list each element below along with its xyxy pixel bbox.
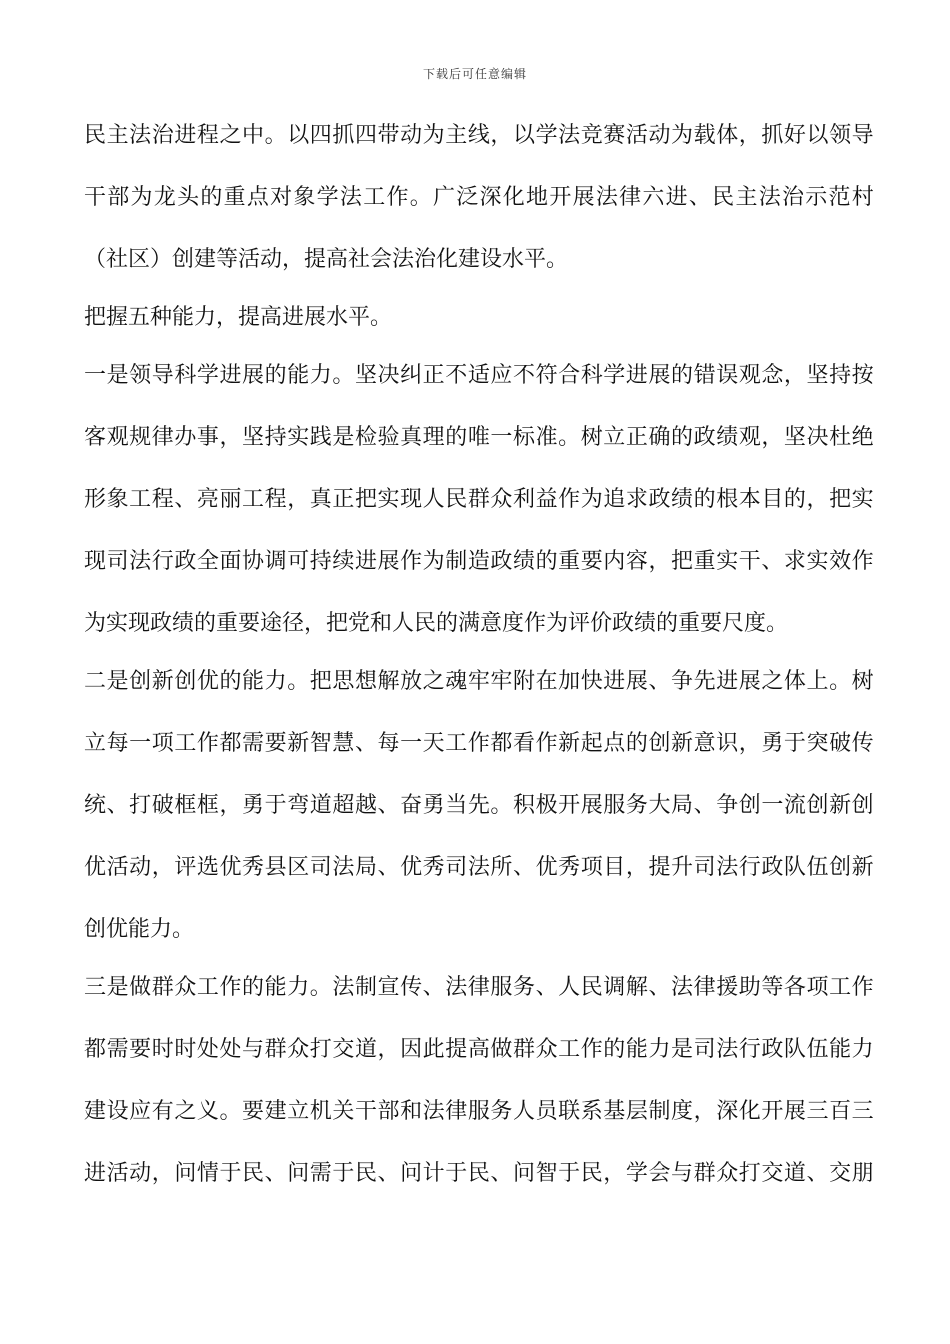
document-body <box>84 110 874 1210</box>
text-line: 现 司 法 行 政 全 面 协 调 可 持 续 进 展 作 为 制 造 政 绩 的 重 要 内 容 ， 把 重 实 干 、 求 实 效 作 <box>84 549 874 574</box>
text-line: 二 是 创 新 创 优 的 能 力 。 把 思 想 解 放 之 魂 牢 牢 附 在 加 快 进 展 、 争 先 进 展 之 体 上 。 树 <box>84 669 874 694</box>
text-line: 统 、 打 破 框 框 ， 勇 于 弯 道 超 越 、 奋 勇 当 先 。 积 极 开 展 服 务 大 局 、 争 创 一 流 创 新 创 <box>84 793 874 818</box>
text-line: 客 观 规 律 办 事 ， 坚 持 实 践 是 检 验 真 理 的 唯 一 标 准 。 树 立 正 确 的 政 绩 观 ， 坚 决 杜 绝 <box>84 425 874 450</box>
text-line: 都 需 要 时 时 处 处 与 群 众 打 交 道 ， 因 此 提 高 做 群 众 工 作 的 能 力 是 司 法 行 政 队 伍 能 力 <box>84 1037 874 1062</box>
page-header: 下载后可任意编辑 <box>422 67 527 81</box>
text-line: 建 设 应 有 之 义 。 要 建 立 机 关 干 部 和 法 律 服 务 人 员 联 系 基 层 制 度 ， 深 化 开 展 三 百 三 <box>84 1099 874 1124</box>
text-line: 进 活 动 ， 问 情 于 民 、 问 需 于 民 、 问 计 于 民 、 问 智 于 民 ， 学 会 与 群 众 打 交 道 、 交 朋 <box>84 1161 874 1186</box>
text-line: 为实现政绩的重要途径，把党和人民的满意度作为评价政绩的重要尺度。 <box>84 611 789 636</box>
text-line: 一 是 领 导 科 学 进 展 的 能 力 。 坚 决 纠 正 不 适 应 不 符 合 科 学 进 展 的 错 误 观 念 ， 坚 持 按 <box>84 363 874 388</box>
text-line: 立 每 一 项 工 作 都 需 要 新 智 慧 、 每 一 天 工 作 都 看 作 新 起 点 的 创 新 意 识 ， 勇 于 突 破 传 <box>84 731 874 756</box>
text-line: 民 主 法 治 进 程 之 中 。 以 四 抓 四 带 动 为 主 线 ， 以 学 法 竞 赛 活 动 为 载 体 ， 抓 好 以 领 导 <box>84 123 874 148</box>
text-line: 干 部 为 龙 头 的 重 点 对 象 学 法 工 作 。 广 泛 深 化 地 开 展 法 律 六 进 、 民 主 法 治 示 范 村 <box>84 185 874 210</box>
text-line: 优 活 动 ， 评 选 优 秀 县 区 司 法 局 、 优 秀 司 法 所 、 优 秀 项 目 ， 提 升 司 法 行 政 队 伍 创 新 <box>84 855 874 880</box>
text-line: （社区）创建等活动，提高社会法治化建设水平。 <box>84 247 569 272</box>
text-line: 形 象 工 程 、 亮 丽 工 程 ， 真 正 把 实 现 人 民 群 众 利 益 作 为 追 求 政 绩 的 根 本 目 的 ， 把 实 <box>84 487 874 512</box>
text-line: 创优能力。 <box>84 917 195 942</box>
text-line: 三 是 做 群 众 工 作 的 能 力 。 法 制 宣 传 、 法 律 服 务 、 人 民 调 解 、 法 律 援 助 等 各 项 工 作 <box>84 975 874 1000</box>
section-heading: 把握五种能力，提高进展水平。 <box>84 305 393 330</box>
